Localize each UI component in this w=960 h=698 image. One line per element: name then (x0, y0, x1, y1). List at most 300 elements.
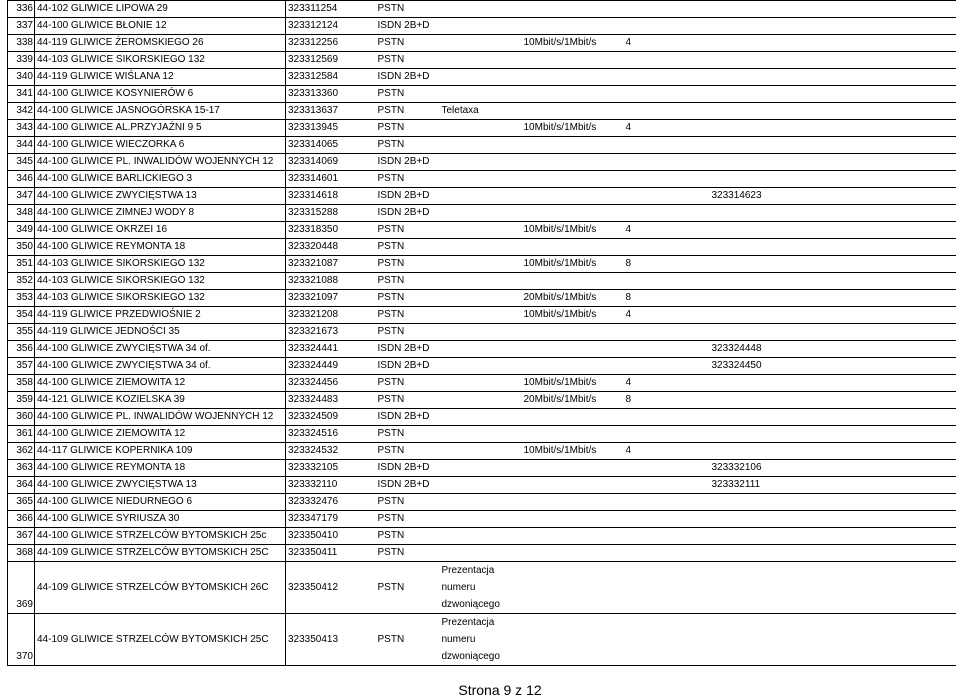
extra-number (710, 222, 956, 239)
line-type: PSTN (376, 1, 440, 18)
extra-number: 323324450 (710, 358, 956, 375)
speed (522, 69, 624, 86)
line-type: PSTN (376, 392, 440, 409)
row-number: 354 (8, 307, 35, 324)
note (440, 35, 522, 52)
phone-number: 323314618 (286, 188, 376, 205)
phone-number: 323324456 (286, 375, 376, 392)
line-type: PSTN (376, 562, 440, 614)
address: 44-100 GLIWICE OKRZEI 16 (35, 222, 286, 239)
address: 44-103 GLIWICE SIKORSKIEGO 132 (35, 290, 286, 307)
row-number: 356 (8, 341, 35, 358)
speed (522, 154, 624, 171)
empty-cell (710, 562, 956, 614)
extra-number (710, 35, 956, 52)
table-row (8, 358, 956, 375)
extra-number (710, 324, 956, 341)
phone-number: 323314069 (286, 154, 376, 171)
line-type: PSTN (376, 511, 440, 528)
table-row (8, 86, 956, 103)
note (440, 477, 522, 494)
extra-number (710, 307, 956, 324)
table-row (8, 494, 956, 511)
address: 44-100 GLIWICE NIEDURNEGO 6 (35, 494, 286, 511)
row-number: 348 (8, 205, 35, 222)
phone-number: 323313945 (286, 120, 376, 137)
note (440, 256, 522, 273)
phone-number: 323324532 (286, 443, 376, 460)
quantity (624, 69, 710, 86)
address: 44-100 GLIWICE BARLICKIEGO 3 (35, 171, 286, 188)
table-row (8, 205, 956, 222)
address: 44-119 GLIWICE ŻEROMSKIEGO 26 (35, 35, 286, 52)
quantity: 4 (624, 375, 710, 392)
phone-number: 323320448 (286, 239, 376, 256)
table-row (8, 239, 956, 256)
row-number: 369 (8, 562, 35, 614)
phone-number: 323313360 (286, 86, 376, 103)
note: Teletaxa (440, 103, 522, 120)
phone-number: 323312584 (286, 69, 376, 86)
line-type: PSTN (376, 86, 440, 103)
note (440, 171, 522, 188)
line-type: ISDN 2B+D (376, 341, 440, 358)
quantity (624, 205, 710, 222)
lines-table (7, 0, 956, 666)
phone-number: 323350410 (286, 528, 376, 545)
note (440, 1, 522, 18)
row-number: 342 (8, 103, 35, 120)
note (440, 86, 522, 103)
phone-number: 323312569 (286, 52, 376, 69)
table-row (8, 341, 956, 358)
line-type: PSTN (376, 614, 440, 666)
table-row (8, 137, 956, 154)
address: 44-102 GLIWICE LIPOWA 29 (35, 1, 286, 18)
extra-number (710, 103, 956, 120)
address: 44-100 GLIWICE ZIMNEJ WODY 8 (35, 205, 286, 222)
line-type: ISDN 2B+D (376, 154, 440, 171)
line-type: ISDN 2B+D (376, 205, 440, 222)
table-row (8, 443, 956, 460)
speed (522, 137, 624, 154)
note (440, 545, 522, 562)
phone-number: 323321087 (286, 256, 376, 273)
speed (522, 18, 624, 35)
line-type: ISDN 2B+D (376, 460, 440, 477)
extra-number (710, 137, 956, 154)
quantity (624, 409, 710, 426)
row-number: 364 (8, 477, 35, 494)
note (440, 443, 522, 460)
table-row (8, 256, 956, 273)
address: 44-100 GLIWICE PL. INWALIDÓW WOJENNYCH 12 (35, 154, 286, 171)
note (440, 52, 522, 69)
address: 44-119 GLIWICE JEDNOŚCI 35 (35, 324, 286, 341)
line-type: PSTN (376, 120, 440, 137)
extra-number: 323314623 (710, 188, 956, 205)
line-type: ISDN 2B+D (376, 409, 440, 426)
address: 44-100 GLIWICE WIECZORKA 6 (35, 137, 286, 154)
quantity (624, 341, 710, 358)
quantity (624, 188, 710, 205)
extra-number (710, 528, 956, 545)
quantity: 4 (624, 307, 710, 324)
row-number: 361 (8, 426, 35, 443)
page-number: Strona 9 z 12 (458, 682, 542, 698)
table-body (8, 1, 956, 666)
row-number: 340 (8, 69, 35, 86)
note (440, 137, 522, 154)
note (440, 239, 522, 256)
line-type: PSTN (376, 256, 440, 273)
row-number: 343 (8, 120, 35, 137)
row-number: 349 (8, 222, 35, 239)
phone-number: 323350413 (286, 614, 376, 666)
quantity: 4 (624, 120, 710, 137)
line-type: PSTN (376, 35, 440, 52)
note (440, 409, 522, 426)
note (440, 460, 522, 477)
note (440, 324, 522, 341)
row-number: 355 (8, 324, 35, 341)
line-type: PSTN (376, 239, 440, 256)
address: 44-119 GLIWICE PRZEDWIOŚNIE 2 (35, 307, 286, 324)
address: 44-100 GLIWICE KOSYNIERÓW 6 (35, 86, 286, 103)
table-row (8, 307, 956, 324)
extra-number (710, 69, 956, 86)
extra-number (710, 239, 956, 256)
phone-number: 323347179 (286, 511, 376, 528)
address: 44-100 GLIWICE REYMONTA 18 (35, 460, 286, 477)
table-row (8, 477, 956, 494)
row-number: 366 (8, 511, 35, 528)
note (440, 290, 522, 307)
table-row (8, 18, 956, 35)
line-type: PSTN (376, 222, 440, 239)
address: 44-103 GLIWICE SIKORSKIEGO 132 (35, 52, 286, 69)
address: 44-100 GLIWICE PL. INWALIDÓW WOJENNYCH 12 (35, 409, 286, 426)
phone-number: 323324509 (286, 409, 376, 426)
speed (522, 171, 624, 188)
line-type: PSTN (376, 324, 440, 341)
phone-number: 323332105 (286, 460, 376, 477)
speed: 20Mbit/s/1Mbit/s (522, 392, 624, 409)
table-row (8, 171, 956, 188)
table-row (8, 69, 956, 86)
quantity (624, 239, 710, 256)
table-row (8, 324, 956, 341)
row-number: 341 (8, 86, 35, 103)
row-number: 336 (8, 1, 35, 18)
phone-number: 323318350 (286, 222, 376, 239)
table-row (8, 52, 956, 69)
address: 44-100 GLIWICE ZIEMOWITA 12 (35, 426, 286, 443)
table-row (8, 426, 956, 443)
line-type: ISDN 2B+D (376, 358, 440, 375)
extra-number (710, 120, 956, 137)
phone-number: 323311254 (286, 1, 376, 18)
line-type: PSTN (376, 545, 440, 562)
extra-number (710, 511, 956, 528)
phone-number: 323350411 (286, 545, 376, 562)
address: 44-103 GLIWICE SIKORSKIEGO 132 (35, 256, 286, 273)
quantity (624, 103, 710, 120)
speed: 10Mbit/s/1Mbit/s (522, 256, 624, 273)
row-number: 352 (8, 273, 35, 290)
speed (522, 341, 624, 358)
line-type: PSTN (376, 443, 440, 460)
speed: 10Mbit/s/1Mbit/s (522, 35, 624, 52)
extra-number: 323324448 (710, 341, 956, 358)
table-row (8, 222, 956, 239)
address: 44-100 GLIWICE ZWYCIĘSTWA 34 of. (35, 358, 286, 375)
speed (522, 409, 624, 426)
note (440, 188, 522, 205)
line-type: ISDN 2B+D (376, 18, 440, 35)
address: 44-100 GLIWICE AL.PRZYJAŹNI 9 5 (35, 120, 286, 137)
row-number: 358 (8, 375, 35, 392)
speed (522, 358, 624, 375)
quantity (624, 18, 710, 35)
quantity (624, 171, 710, 188)
note (440, 341, 522, 358)
row-number: 360 (8, 409, 35, 426)
row-number: 362 (8, 443, 35, 460)
speed (522, 205, 624, 222)
speed (522, 239, 624, 256)
phone-number: 323324449 (286, 358, 376, 375)
extra-number: 323332106 (710, 460, 956, 477)
address: 44-119 GLIWICE WIŚLANA 12 (35, 69, 286, 86)
note (440, 511, 522, 528)
empty-cell (624, 614, 710, 666)
quantity (624, 86, 710, 103)
quantity: 8 (624, 392, 710, 409)
table-row (8, 562, 956, 614)
note (440, 528, 522, 545)
line-type: PSTN (376, 528, 440, 545)
speed (522, 477, 624, 494)
line-type: ISDN 2B+D (376, 69, 440, 86)
speed (522, 511, 624, 528)
speed: 10Mbit/s/1Mbit/s (522, 375, 624, 392)
extra-number (710, 290, 956, 307)
note (440, 375, 522, 392)
table-row (8, 460, 956, 477)
speed: 10Mbit/s/1Mbit/s (522, 222, 624, 239)
table-row (8, 1, 956, 18)
address: 44-109 GLIWICE STRZELCÓW BYTOMSKICH 26C (35, 562, 286, 614)
quantity: 4 (624, 222, 710, 239)
line-type: PSTN (376, 103, 440, 120)
note (440, 18, 522, 35)
table-row (8, 409, 956, 426)
speed (522, 324, 624, 341)
speed (522, 545, 624, 562)
quantity: 4 (624, 443, 710, 460)
extra-number (710, 86, 956, 103)
quantity (624, 358, 710, 375)
line-type: PSTN (376, 375, 440, 392)
note (440, 273, 522, 290)
quantity (624, 154, 710, 171)
phone-number: 323324516 (286, 426, 376, 443)
empty-cell (522, 562, 624, 614)
note (440, 222, 522, 239)
speed (522, 494, 624, 511)
extra-number (710, 409, 956, 426)
extra-number (710, 256, 956, 273)
row-number: 345 (8, 154, 35, 171)
row-number: 359 (8, 392, 35, 409)
extra-number (710, 392, 956, 409)
speed (522, 426, 624, 443)
address: 44-121 GLIWICE KOZIELSKA 39 (35, 392, 286, 409)
quantity (624, 1, 710, 18)
address: 44-109 GLIWICE STRZELCÓW BYTOMSKICH 25C (35, 614, 286, 666)
phone-number: 323314065 (286, 137, 376, 154)
speed (522, 273, 624, 290)
table-row (8, 273, 956, 290)
phone-number: 323312124 (286, 18, 376, 35)
note (440, 205, 522, 222)
note (440, 358, 522, 375)
address: 44-100 GLIWICE REYMONTA 18 (35, 239, 286, 256)
extra-number (710, 205, 956, 222)
line-type: ISDN 2B+D (376, 477, 440, 494)
extra-number (710, 545, 956, 562)
quantity (624, 511, 710, 528)
table-row (8, 545, 956, 562)
address: 44-100 GLIWICE JASNOGÓRSKA 15-17 (35, 103, 286, 120)
phone-number: 323332110 (286, 477, 376, 494)
table-row (8, 290, 956, 307)
row-number: 351 (8, 256, 35, 273)
speed: 10Mbit/s/1Mbit/s (522, 443, 624, 460)
address: 44-100 GLIWICE SYRIUSZA 30 (35, 511, 286, 528)
row-number: 363 (8, 460, 35, 477)
table-row (8, 35, 956, 52)
row-number: 350 (8, 239, 35, 256)
phone-number: 323321673 (286, 324, 376, 341)
line-type: PSTN (376, 307, 440, 324)
speed (522, 188, 624, 205)
extra-number (710, 18, 956, 35)
phone-number: 323315288 (286, 205, 376, 222)
extra-number (710, 154, 956, 171)
row-number: 367 (8, 528, 35, 545)
extra-number (710, 171, 956, 188)
table-row (8, 120, 956, 137)
note (440, 69, 522, 86)
table-row (8, 528, 956, 545)
phone-number: 323321208 (286, 307, 376, 324)
row-number: 338 (8, 35, 35, 52)
phone-number: 323314601 (286, 171, 376, 188)
phone-number: 323321088 (286, 273, 376, 290)
empty-cell (710, 614, 956, 666)
table-row (8, 154, 956, 171)
phone-number: 323313637 (286, 103, 376, 120)
table-row (8, 188, 956, 205)
speed (522, 1, 624, 18)
empty-cell (624, 562, 710, 614)
phone-number: 323312256 (286, 35, 376, 52)
speed (522, 86, 624, 103)
speed (522, 52, 624, 69)
table-row (8, 614, 956, 666)
quantity (624, 324, 710, 341)
address: 44-100 GLIWICE BŁONIE 12 (35, 18, 286, 35)
quantity (624, 477, 710, 494)
speed (522, 103, 624, 120)
table-row (8, 392, 956, 409)
line-type: PSTN (376, 426, 440, 443)
address: 44-109 GLIWICE STRZELCÓW BYTOMSKICH 25C (35, 545, 286, 562)
quantity (624, 273, 710, 290)
quantity (624, 528, 710, 545)
extra-number (710, 426, 956, 443)
address: 44-100 GLIWICE ZWYCIĘSTWA 13 (35, 188, 286, 205)
quantity: 8 (624, 256, 710, 273)
address: 44-100 GLIWICE STRZELCÓW BYTOMSKICH 25c (35, 528, 286, 545)
phone-number: 323350412 (286, 562, 376, 614)
line-type: PSTN (376, 494, 440, 511)
extra-number (710, 494, 956, 511)
note (440, 392, 522, 409)
row-number: 370 (8, 614, 35, 666)
table-row (8, 103, 956, 120)
extra-number (710, 375, 956, 392)
note: Prezentacja numeru dzwoniącego (440, 614, 522, 666)
phone-number: 323321097 (286, 290, 376, 307)
empty-cell (522, 614, 624, 666)
extra-number (710, 273, 956, 290)
speed: 10Mbit/s/1Mbit/s (522, 307, 624, 324)
speed (522, 460, 624, 477)
address: 44-100 GLIWICE ZWYCIĘSTWA 34 of. (35, 341, 286, 358)
line-type: ISDN 2B+D (376, 188, 440, 205)
note (440, 120, 522, 137)
quantity (624, 460, 710, 477)
row-number: 368 (8, 545, 35, 562)
extra-number (710, 443, 956, 460)
note (440, 426, 522, 443)
line-type: PSTN (376, 290, 440, 307)
line-type: PSTN (376, 52, 440, 69)
extra-number: 323332111 (710, 477, 956, 494)
line-type: PSTN (376, 171, 440, 188)
phone-number: 323324441 (286, 341, 376, 358)
table-row (8, 375, 956, 392)
row-number: 353 (8, 290, 35, 307)
table-row (8, 511, 956, 528)
quantity (624, 426, 710, 443)
quantity (624, 52, 710, 69)
quantity (624, 494, 710, 511)
quantity (624, 137, 710, 154)
line-type: PSTN (376, 273, 440, 290)
row-number: 344 (8, 137, 35, 154)
quantity (624, 545, 710, 562)
address: 44-100 GLIWICE ZIEMOWITA 12 (35, 375, 286, 392)
line-type: PSTN (376, 137, 440, 154)
row-number: 357 (8, 358, 35, 375)
address: 44-117 GLIWICE KOPERNIKA 109 (35, 443, 286, 460)
row-number: 347 (8, 188, 35, 205)
row-number: 346 (8, 171, 35, 188)
